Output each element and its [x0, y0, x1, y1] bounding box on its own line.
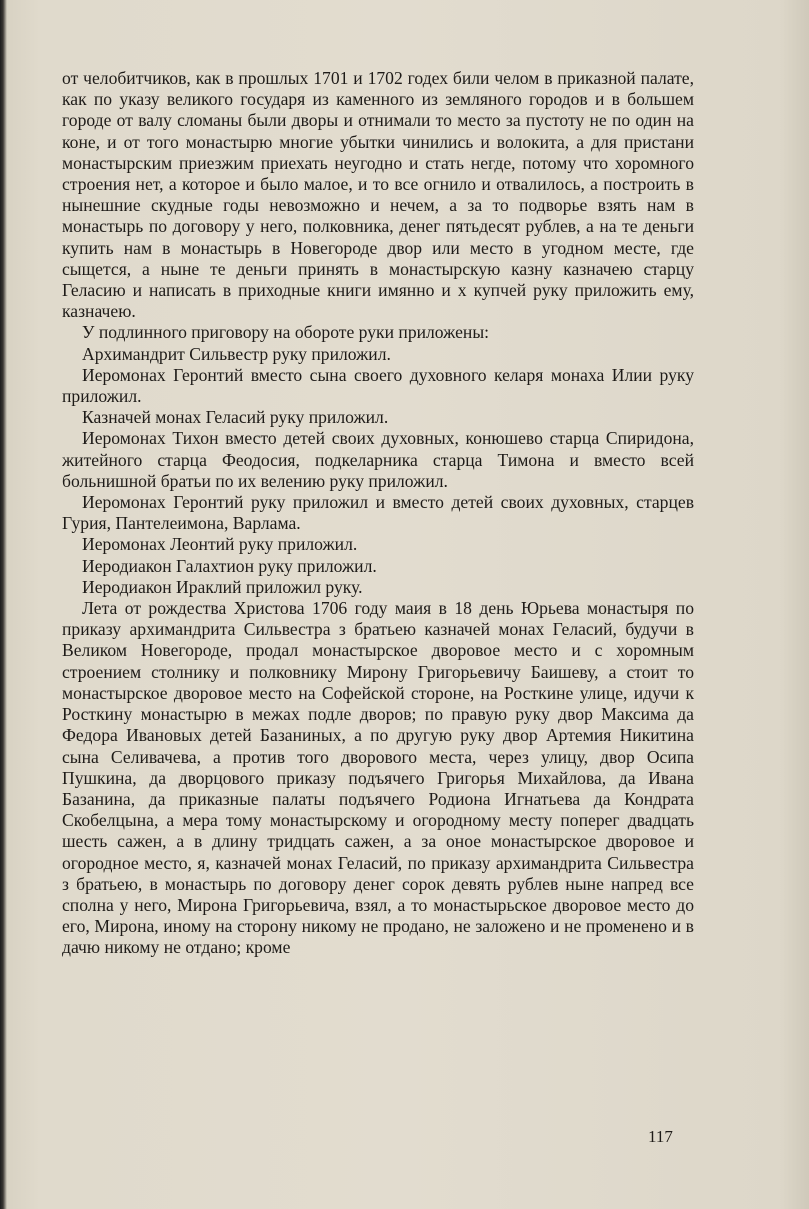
paragraph-3: Архимандрит Сильвестр руку приложил. — [82, 343, 391, 364]
paragraph-4: Иеромонах Геронтий вместо сына своего духовного келаря монаха Илии руку приложил. — [62, 364, 694, 407]
page-number: 117 — [648, 1127, 673, 1146]
paragraph-1: от челобитчиков, как в прошлых 1701 и 1702 годех били челом в приказной палате, как по указу великого государя из каменного из земляного городов и в большем городе от валу сломаны были дворы и отнимали то место за пустоту не по один на коне, и от того монастырю многие убытки чинились и волокита, а для пристани монастырским приезжим приехать неугодно и стать негде, потому что хоромного строения нет, а которое и было малое, и то все огнило и отвалилось, а построить в нынешние скудные годы невозможно и нечем, а за то подворье взять нам в монастырь по договору у него, полковника, денег пятьдесят рублев, а на те деньги купить нам в монастырь в Новегороде двор или место в угодном месте, где сыщется, а ныне те деньги принять в монастырскую казну казначею старцу Геласию и написать в приходные книги имянно и х купчей руку приложить ему, казначею. — [62, 68, 694, 322]
paragraph-11: Лета от рождества Христова 1706 году маия в 18 день Юрьева монастыря по приказу архимандрита Сильвестра з братьею казначей монах Геласий, будучи в Великом Новегороде, продал монастырское дворовое место и с хоромным строением столнику и полковнику Мирону Григорьевичу Баишеву, а стоит то монастырское дворовое место на Софейской стороне, на Росткине улице, идучи к Росткину монастырю в межах подле дворов; по правую руку двор Максима да Федора Ивановых детей Базаниных, а по другую руку двор Артемия Никитина сына Селивачева, а против того дворового места, через улицу, двор Осипа Пушкина, да дворцового приказу подъячего Григорья Михайлова, да Ивана Базанина, да приказные палаты подъячего Родиона Игнатьева да Кондрата Скобелцына, а мера тому монастырскому и огородному месту поперег двадцать шесть сажен, а в длину тридцать сажен, а за оное монастырское дворовое и огородное место, я, казначей монах Геласий, по приказу архимандрита Сильвестра з братьею, в монастырь по договору денег сорок девять рублев ныне напред все сполна у него, Мирона Григорьевича, взял, а то монастырьское дворовое место до его, Мирона, иному на сторону никому не продано, не заложено и не променено и в дачю никому не отдано; кроме — [62, 598, 694, 958]
paragraph-5: Казначей монах Геласий руку приложил. — [82, 407, 389, 428]
paragraph-2: У подлинного приговору на обороте руки приложены: — [82, 322, 490, 343]
paragraph-9: Иеродиакон Галахтион руку приложил. — [82, 555, 377, 576]
paragraph-10: Иеродиакон Ираклий приложил руку. — [82, 576, 363, 597]
paragraph-8: Иеромонах Леонтий руку приложил. — [82, 534, 358, 555]
paragraph-6: Иеромонах Тихон вместо детей своих духовных, конюшево старца Спиридона, житейного старца Феодосия, подкеларника старца Тимона и вместо всей больнишной братьи по их велению руку приложил. — [62, 428, 694, 491]
page-body — [62, 68, 694, 959]
paragraph-7: Иеромонах Геронтий руку приложил и вместо детей своих духовных, старцев Гурия, Пантелеимона, Варлама. — [62, 492, 694, 534]
